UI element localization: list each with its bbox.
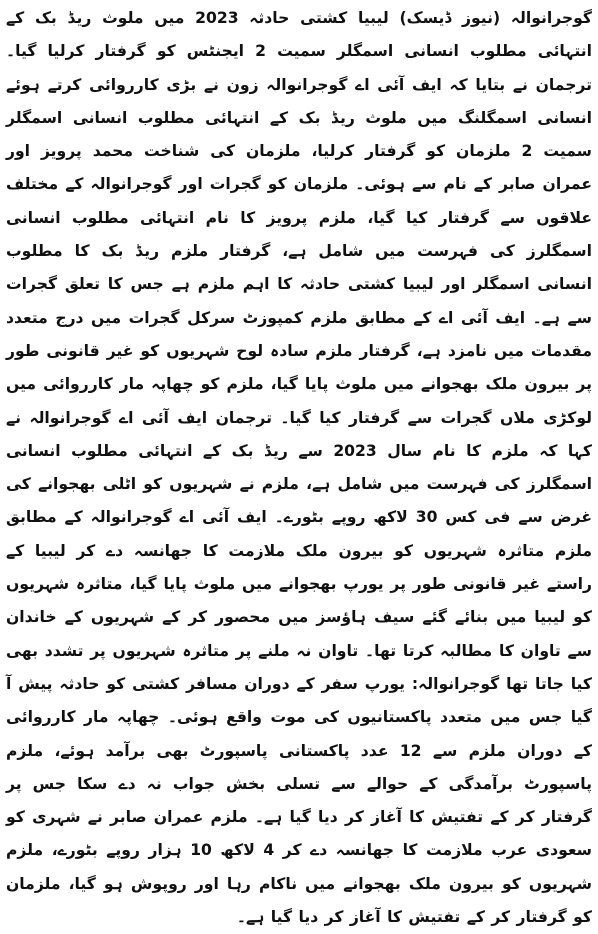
article-body: گوجرانوالہ (نیوز ڈیسک) لیبیا کشتی حادثہ 2023 میں ملوث ریڈ بک کے انتہائی مطلوب انسانی اسمگلر سمیت 2 ایجنٹس کو گرفتار کرلیا گیا۔ ترجمان نے بتایا کہ ایف آئی اے گوجرانوالہ زون نے بڑی کارروائی کرتے ہوئے انسانی اسمگلنگ میں ملوث ریڈ بک کے انتہائی مطلوب انسانی اسمگلر سمیت 2 ملزمان کو گرفتار کرلیا، ملزمان کی شناخت محمد پرویز اور عمران صابر کے نام سے ہوئی۔ ملزمان کو گجرات اور گوجرانوالہ کے مختلف علاقوں سے گرفتار کیا گیا، ملزم پرویز کا نام انتہائی مطلوب انسانی اسمگلرز کی فہرست میں شامل ہے، گرفتار ملزم ریڈ بک کا مطلوب انسانی اسمگلر اور لیبیا کشتی حادثہ کا اہم ملزم ہے جس کا تعلق گجرات سے ہے۔ ایف آئی اے کے مطابق ملزم کمپوزٹ سرکل گجرات میں درج متعدد مقدمات میں نامزد ہے، گرفتار ملزم سادہ لوح شہریوں کو غیر قانونی طور پر بیرون ملک بھجوانے میں ملوث پایا گیا، ملزم کو چھاپہ مار کارروائی میں لوکڑی ملاں گجرات سے گرفتار کیا گیا۔ ترجمان ایف آئی اے گوجرانوالہ نے کہا کہ ملزم کا نام سال 2023 سے ریڈ بک کے انتہائی مطلوب انسانی اسمگلرز کی فہرست میں شامل ہے، ملزم نے شہریوں کو اٹلی بھجوانے کی غرض سے فی کس 30 لاکھ روپے بٹورے۔ ایف آئی اے گوجرانوالہ کے مطابق ملزم متاثرہ شہریوں کو بیرون ملک ملازمت کا جھانسہ دے کر لیبیا کے راستے غیر قانونی طور پر یورپ بھجوانے میں ملوث پایا گیا، متاثرہ شہریوں کو لیبیا میں بنائے گئے سیف ہاؤسز میں محصور کر کے شہریوں کے خاندان سے تاوان کا مطالبہ کرتا تھا۔ تاوان نہ ملنے پر متاثرہ شہریوں پر تشدد بھی کیا جاتا تھا گوجرانوالہ: یورپ سفر کے دوران مسافر کشتی کو حادثہ پیش آ گیا جس میں متعدد پاکستانیوں کی موت واقع ہوئی۔ چھاپہ مار کارروائی کے دوران ملزم سے 12 عدد پاکستانی پاسپورٹ بھی برآمد ہوئے، ملزم پاسپورٹ برآمدگی کے حوالے سے تسلی بخش جواب نہ دے سکا جس پر گرفتار کر کے تفتیش کا آغاز کر دیا گیا ہے۔ ملزم عمران صابر نے شہری کو سعودی عرب ملازمت کا جھانسہ دے کر 4 لاکھ 10 ہزار روپے بٹورے، ملزم شہریوں کو بیرون ملک بھجوانے میں ناکام رہا اور روپوش ہو گیا، ملزمان کو گرفتار کر کے تفتیش کا آغاز کر دیا گیا ہے۔ (6, 9, 593, 927)
